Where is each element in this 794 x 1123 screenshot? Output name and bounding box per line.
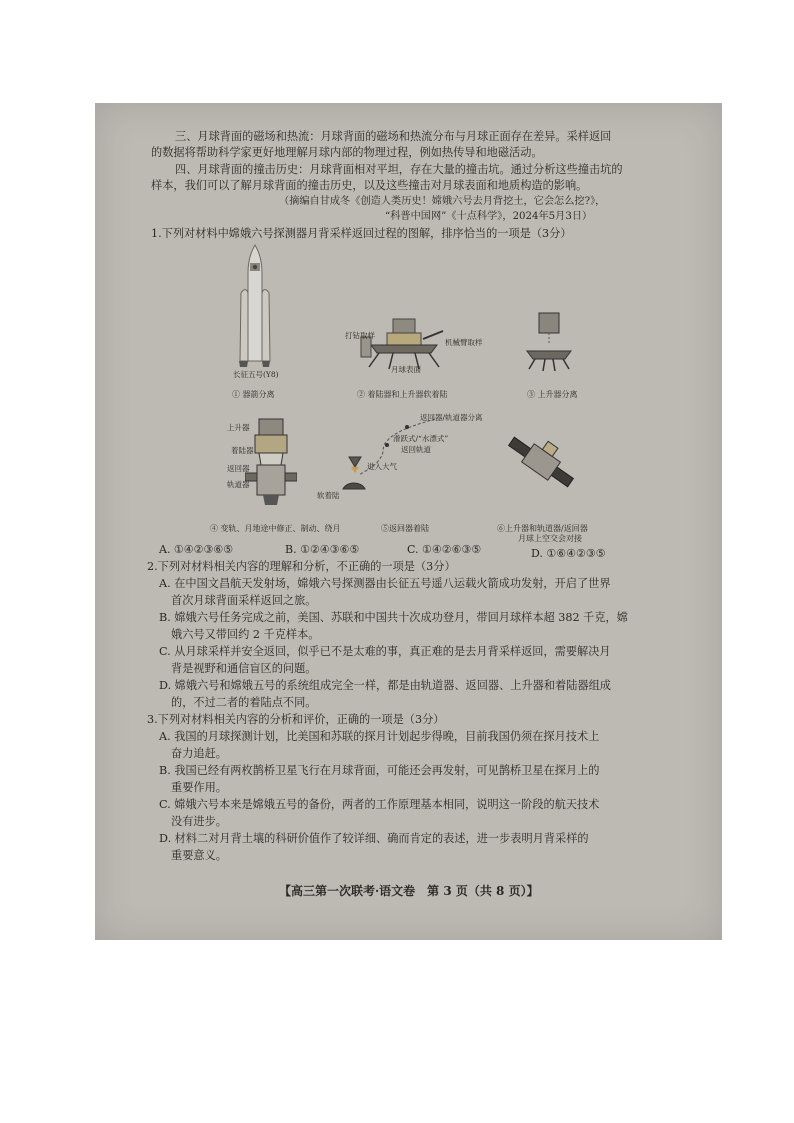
q1-option-a[interactable]: A. ①④②③⑥⑤ bbox=[159, 543, 234, 556]
q3-option-a-line2: 奋力追赶。 bbox=[171, 747, 227, 760]
q2-option-d-line2: 的，不过二者的着陆点不同。 bbox=[171, 696, 317, 709]
surface-label: 月球表面 bbox=[391, 365, 421, 374]
passage-p4-line1: 四、月球背面的撞击历史：月球背面相对平坦，存在大量的撞击坑。通过分析这些撞击坑的 bbox=[175, 163, 623, 176]
q1-option-d[interactable]: D. ①⑥④②③⑤ bbox=[531, 547, 606, 560]
fig6-caption-b: 月球上空交会对接 bbox=[518, 534, 582, 543]
skip-reentry-label: 滑跃式/“水漂式” bbox=[393, 434, 449, 443]
q3-option-c-line2: 没有进步。 bbox=[171, 815, 227, 828]
fig4-caption: ④ 变轨、月地途中修正、制动、绕月 bbox=[210, 524, 341, 533]
fig1-caption: ① 器箭分离 bbox=[232, 390, 275, 399]
drill-label: 打钻取样 bbox=[345, 331, 375, 340]
q2-option-b-line1[interactable]: B. 嫦娥六号任务完成之前，美国、苏联和中国共十次成功登月，带回月球样本超 382 千克，嫦 bbox=[159, 611, 628, 624]
q3-option-a-line1[interactable]: A. 我国的月球探测计划，比美国和苏联的探月计划起步得晚，目前我国仍须在探月技术上 bbox=[159, 730, 600, 743]
passage-p3-line2: 的数据将帮助科学家更好地理解月球内部的物理过程，例如热传导和地磁活动。 bbox=[151, 146, 543, 159]
spacecraft-stack-icon bbox=[245, 415, 297, 507]
passage-p3-line1: 三、月球背面的磁场和热流：月球背面的磁场和热流分布与月球正面存在差异。采样返回 bbox=[175, 130, 612, 143]
q3-option-d-line2: 重要意义。 bbox=[171, 849, 227, 862]
q2-option-b-line2: 娥六号又带回约 2 千克样本。 bbox=[171, 628, 320, 641]
q2-option-c-line2: 背是视野和通信盲区的问题。 bbox=[171, 662, 317, 675]
q1-stem: 1.下列对材料中嫦娥六号探测器月背采样返回过程的图解，排序恰当的一项是（3分） bbox=[151, 227, 572, 240]
q2-option-a-line2: 首次月球背面采样返回之旅。 bbox=[171, 594, 317, 607]
source-line2: “科普中国网”《十点科学》，2024年5月3日） bbox=[385, 211, 593, 222]
fig3-caption: ③ 上升器分离 bbox=[527, 390, 578, 399]
rocket-icon bbox=[235, 243, 275, 368]
exam-page bbox=[95, 103, 722, 940]
q2-option-d-line1[interactable]: D. 嫦娥六号和嫦娥五号的系统组成完全一样，都是由轨道器、返回器、上升器和着陆器组成 bbox=[159, 679, 611, 692]
q3-option-b-line2: 重要作用。 bbox=[171, 781, 227, 794]
q3-stem: 3.下列对材料相关内容的分析和评价，正确的一项是（3分） bbox=[147, 713, 445, 726]
page-footer: 【高三第一次联考·语文卷 第 3 页（共 8 页）】 bbox=[279, 884, 539, 898]
q2-stem: 2.下列对材料相关内容的理解和分析，不正确的一项是（3分） bbox=[147, 560, 456, 573]
fig5-caption: ⑤返回器着陆 bbox=[381, 524, 429, 533]
return-path-label: 返回轨道 bbox=[401, 445, 431, 454]
lander-label: 着陆器 bbox=[231, 446, 254, 455]
separation-label: 返回器/轨道器分离 bbox=[420, 413, 483, 422]
q3-option-b-line1[interactable]: B. 我国已经有两枚鹊桥卫星飞行在月球背面，可能还会再发射，可见鹊桥卫星在探月上的 bbox=[159, 764, 600, 777]
atmosphere-label: 进入大气 bbox=[367, 462, 397, 471]
arm-label: 机械臂取样 bbox=[445, 338, 483, 347]
q1-option-b[interactable]: B. ①②④③⑥⑤ bbox=[285, 543, 360, 556]
q1-option-c[interactable]: C. ①④②⑥③⑤ bbox=[407, 543, 482, 556]
orbiter-label: 轨道器 bbox=[227, 480, 250, 489]
q3-option-c-line1[interactable]: C. 嫦娥六号本来是嫦娥五号的备份，两者的工作原理基本相同，说明这一阶段的航天技术 bbox=[159, 798, 600, 811]
source-line1: （摘编自甘成冬《创造人类历史！嫦娥六号去月背挖土，它会怎么挖?》， bbox=[279, 196, 606, 207]
fig6-caption-a: ⑥上升器和轨道器/返回器 bbox=[497, 524, 588, 533]
q2-option-c-line1[interactable]: C. 从月球采样并安全返回，似乎已不是太难的事，真正难的是去月背采样返回，需要解决月 bbox=[159, 645, 611, 658]
q2-option-a-line1[interactable]: A. 在中国文昌航天发射场，嫦娥六号探测器由长征五号遥八运载火箭成功发射，开启了世界 bbox=[159, 577, 611, 590]
soft-landing-label: 软着陆 bbox=[317, 491, 340, 500]
fig2-caption: ② 着陆器和上升器软着陆 bbox=[357, 390, 448, 399]
q3-option-d-line1[interactable]: D. 材料二对月背土壤的科研价值作了较详细、确而肯定的表述，进一步表明月背采样的 bbox=[159, 832, 589, 845]
reentry-path-icon bbox=[335, 415, 445, 505]
returner-label: 返回器 bbox=[227, 464, 250, 473]
passage-p4-line2: 样本，我们可以了解月球背面的撞击历史，以及这些撞击对月球表面和地质构造的影响。 bbox=[151, 179, 588, 192]
docking-icon bbox=[505, 429, 577, 495]
ascender-icon bbox=[523, 311, 575, 373]
ascender-label: 上升器 bbox=[227, 423, 250, 432]
rocket-name: 长征五号(Y8) bbox=[233, 370, 279, 379]
